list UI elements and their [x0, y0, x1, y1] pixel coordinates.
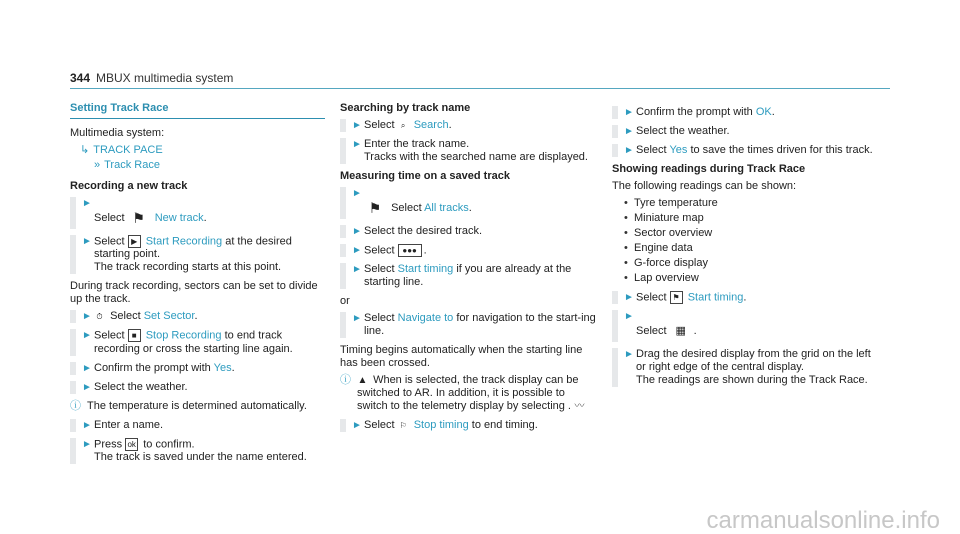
menu-arrow-icon: ↳: [80, 144, 90, 156]
finish-flag-icon: ⚐: [399, 421, 407, 430]
step-arrow-icon: ►: [82, 362, 92, 374]
step-navigate-to: ► Select Navigate to for navigation to the start-ing line.: [340, 312, 598, 338]
step-arrow-icon: ►: [82, 198, 92, 209]
step-stop-timing: ► Select ⚐ Stop timing to end timing.: [340, 419, 598, 432]
menu-link-track-race[interactable]: Track Race: [104, 159, 160, 171]
list-item: • Engine data: [624, 242, 882, 255]
step-arrow-icon: ►: [82, 236, 92, 247]
step-confirm-yes: ► Confirm the prompt with Yes.: [70, 362, 325, 375]
column-3: [612, 102, 882, 393]
info-temperature: ⓘ The temperature is determined automatically.: [70, 399, 307, 412]
page-number: 344: [70, 71, 91, 85]
step-confirm-ok: ► Confirm the prompt with OK.: [612, 106, 882, 119]
step-arrow-icon: ►: [624, 107, 634, 118]
list-item: • G-force display: [624, 257, 882, 270]
step-arrow-icon: ►: [352, 226, 362, 237]
stop-icon: ■: [128, 329, 141, 342]
link-new-track[interactable]: New track: [154, 211, 204, 224]
search-icon: ⌕: [400, 120, 406, 130]
step-start-recording: ► Select ▶ Start Recording at the desired starting point. The track recording starts at this point.: [70, 235, 325, 274]
step-enter-track-name: ► Enter the track name. Tracks with the searched name are displayed.: [340, 138, 598, 164]
ok-icon: ok: [125, 438, 138, 451]
step-arrow-icon: ►: [352, 245, 362, 256]
ar-icon: ▲: [357, 375, 368, 386]
more-dots-icon: ●●●: [398, 244, 422, 257]
page-header-title: MBUX multimedia system: [96, 71, 234, 85]
step-arrow-icon: ►: [624, 349, 634, 361]
link-start-recording[interactable]: Start Recording: [145, 235, 223, 248]
step-arrow-icon: ►: [82, 419, 92, 431]
column-2: [340, 102, 598, 438]
step-enter-name: ► Enter a name.: [70, 419, 325, 432]
step-arrow-icon: ►: [352, 139, 362, 150]
watermark: carmanualsonline.info: [706, 507, 940, 534]
info-icon: ⓘ: [70, 399, 81, 412]
step-arrow-icon: ►: [82, 311, 92, 323]
readings-list: [624, 197, 882, 285]
link-all-tracks[interactable]: All tracks: [424, 201, 469, 214]
step-arrow-icon: ►: [352, 313, 362, 325]
link-navigate-to[interactable]: Navigate to: [397, 312, 454, 325]
link-ok[interactable]: OK: [755, 106, 772, 118]
step-arrow-icon: ►: [352, 120, 362, 131]
step-arrow-icon: ►: [624, 292, 634, 303]
step-new-track: ► Select ⚑ New track.: [70, 197, 325, 229]
list-item: • Lap overview: [624, 272, 882, 285]
menu-path: [80, 144, 325, 172]
info-icon: ⓘ: [340, 374, 351, 387]
step-start-timing-2: ► Select ⚑ Start timing.: [612, 291, 882, 304]
step-arrow-icon: ►: [624, 145, 634, 156]
intro-text: Multimedia system:: [70, 127, 165, 139]
step-more-menu: ► Select ●●● .: [340, 244, 598, 257]
step-readings-grid: ► Select ▦ .: [612, 310, 882, 342]
para-sectors: During track recording, sectors can be set to divide up the track.: [70, 280, 318, 306]
step-drag-display: ► Drag the desired display from the grid on the left or right edge of the central display. The readings are shown during the Track Race.: [612, 348, 882, 387]
step-save-yes: ► Select Yes to save the times driven for this track.: [612, 144, 882, 157]
chevron-right-icon: »: [94, 159, 101, 171]
info-ar: ⓘ ▲ When is selected, the track display can be switched to AR. In addition, it is possible to switch to the telemetry display by selecting . 〰: [340, 374, 585, 413]
step-arrow-icon: ►: [352, 420, 362, 432]
list-item: • Miniature map: [624, 212, 882, 225]
step-arrow-icon: ►: [352, 264, 362, 276]
step-start-timing: ► Select Start timing if you are already at the starting line.: [340, 263, 598, 289]
list-item: • Tyre temperature: [624, 197, 882, 210]
header-divider: [70, 88, 890, 89]
step-arrow-icon: ►: [624, 126, 634, 137]
step-arrow-icon: ►: [82, 438, 92, 450]
track-flag-icon: ⚑: [132, 210, 145, 226]
menu-link-track-pace[interactable]: TRACK PACE: [93, 144, 163, 156]
link-stop-recording[interactable]: Stop Recording: [145, 329, 222, 342]
track-flag-icon: ⚑: [368, 200, 382, 216]
step-select-weather-2: ► Select the weather.: [612, 125, 882, 138]
step-set-sector: ► ⏱ Select Set Sector.: [70, 310, 325, 323]
step-arrow-icon: ►: [624, 311, 634, 323]
link-set-sector[interactable]: Set Sector: [143, 310, 195, 323]
link-start-timing-2[interactable]: Start timing: [687, 291, 744, 304]
or-text: or: [340, 295, 350, 308]
subheading-search: Searching by track name: [340, 102, 471, 114]
display-grid-icon: ▦: [675, 325, 686, 338]
stopwatch-icon: ⏱: [96, 312, 103, 321]
readings-intro: The following readings can be shown:: [612, 180, 797, 192]
start-flag-icon: ⚑: [670, 291, 683, 304]
step-select-weather: ► Select the weather.: [70, 381, 325, 394]
step-press-ok: ► Press ok to confirm. The track is saved under the name entered.: [70, 438, 325, 464]
link-yes[interactable]: Yes: [213, 361, 232, 374]
step-arrow-icon: ►: [352, 188, 362, 199]
subheading-measuring: Measuring time on a saved track: [340, 170, 510, 182]
step-arrow-icon: ►: [82, 381, 92, 393]
step-search: ► Select ⌕ Search.: [340, 119, 598, 132]
column-1: [70, 102, 325, 470]
telemetry-icon: 〰: [574, 401, 585, 412]
link-stop-timing[interactable]: Stop timing: [413, 419, 469, 432]
step-stop-recording: ► Select ■ Stop Recording to end track recording or cross the starting line again.: [70, 329, 325, 355]
play-icon: ▶: [128, 235, 141, 248]
subheading-showing: Showing readings during Track Race: [612, 163, 806, 175]
step-select-track: ► Select the desired track.: [340, 225, 598, 238]
step-all-tracks: ► ⚑ Select All tracks.: [340, 187, 598, 219]
link-start-timing[interactable]: Start timing: [397, 263, 454, 276]
link-yes-save[interactable]: Yes: [669, 144, 688, 156]
section-title-setting-track-race: Setting Track Race: [70, 102, 325, 119]
para-timing: Timing begins automatically when the starting line has been crossed.: [340, 344, 583, 370]
link-search[interactable]: Search: [413, 119, 449, 131]
step-arrow-icon: ►: [82, 330, 92, 342]
subheading-recording: Recording a new track: [70, 180, 188, 192]
list-item: • Sector overview: [624, 227, 882, 240]
